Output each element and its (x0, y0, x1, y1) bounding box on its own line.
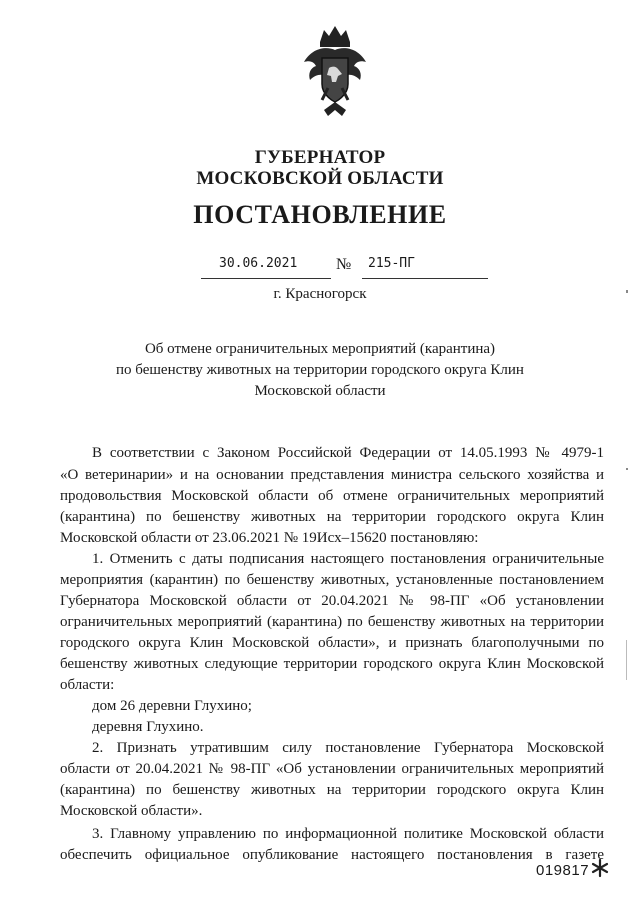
city: г. Красногорск (273, 286, 367, 302)
body-line: «О ветеринарии» и на основании представления министра сельского хозяйства и (60, 467, 604, 483)
list-item: дом 26 деревни Глухино; (92, 698, 252, 714)
coat-of-arms-icon (298, 22, 372, 120)
body-line: 1. Отменить с даты подписания настоящего постановления ограничительные (92, 551, 604, 567)
document-type: ПОСТАНОВЛЕНИЕ (193, 200, 447, 229)
document-number: 215-ПГ (368, 256, 415, 271)
body-line: (карантина) по бешенству животных на территории городского округа Клин (60, 509, 604, 525)
body-line: продовольствия Московской области об отмене ограничительных мероприятий (60, 488, 604, 504)
body-line: В соответствии с Законом Российской Федерации от 14.05.1993 № 4979-1 (92, 445, 604, 461)
number-sign: № (336, 256, 352, 273)
serial-number: 019817 (536, 862, 590, 879)
body-line: Московской области». (60, 803, 203, 819)
list-item: деревня Глухино. (92, 719, 204, 735)
body-line: обеспечить официальное опубликование настоящего постановления в газете (60, 847, 604, 863)
scan-speck (626, 468, 628, 470)
number-field (362, 258, 488, 279)
date-field (201, 258, 331, 279)
body-line: 3. Главному управлению по информационной политике Московской области (92, 826, 604, 842)
body-line: ограничительных мероприятий (карантина) по бешенству животных на территории (60, 614, 604, 630)
body-line: 2. Признать утратившим силу постановление Губернатора Московской (92, 740, 604, 756)
body-line: бешенству животных следующие территории городского округа Клин Московской (60, 656, 604, 672)
asterisk-icon (590, 858, 610, 878)
body-line: области от 20.04.2021 № 98-ПГ «Об установлении ограничительных мероприятий (60, 761, 604, 777)
subject-line: Об отмене ограничительных мероприятий (карантина) (144, 341, 496, 357)
body-line: городского округа Клин Московской области», и признать благополучными по (60, 635, 604, 651)
body-line: Губернатора Московской области от 20.04.2021 № 98-ПГ «Об установлении (60, 593, 604, 609)
scan-speck (626, 640, 627, 680)
body-line: области: (60, 677, 115, 693)
document-date: 30.06.2021 (219, 256, 298, 271)
subject-line: по бешенству животных на территории городского округа Клин (116, 362, 524, 378)
body-line: мероприятия (карантин) по бешенству животных, установленные постановлением (60, 572, 604, 588)
scan-speck (626, 290, 628, 293)
subject-line: Московской области (254, 383, 386, 399)
body-line: Московской области от 23.06.2021 № 19Исх–15620 постановляю: (60, 530, 479, 546)
issuer-line-2: МОСКОВСКОЙ ОБЛАСТИ (196, 168, 444, 189)
body-line: (карантина) по бешенству животных на территории городского округа Клин (60, 782, 604, 798)
issuer-line-1: ГУБЕРНАТОР (254, 147, 386, 168)
